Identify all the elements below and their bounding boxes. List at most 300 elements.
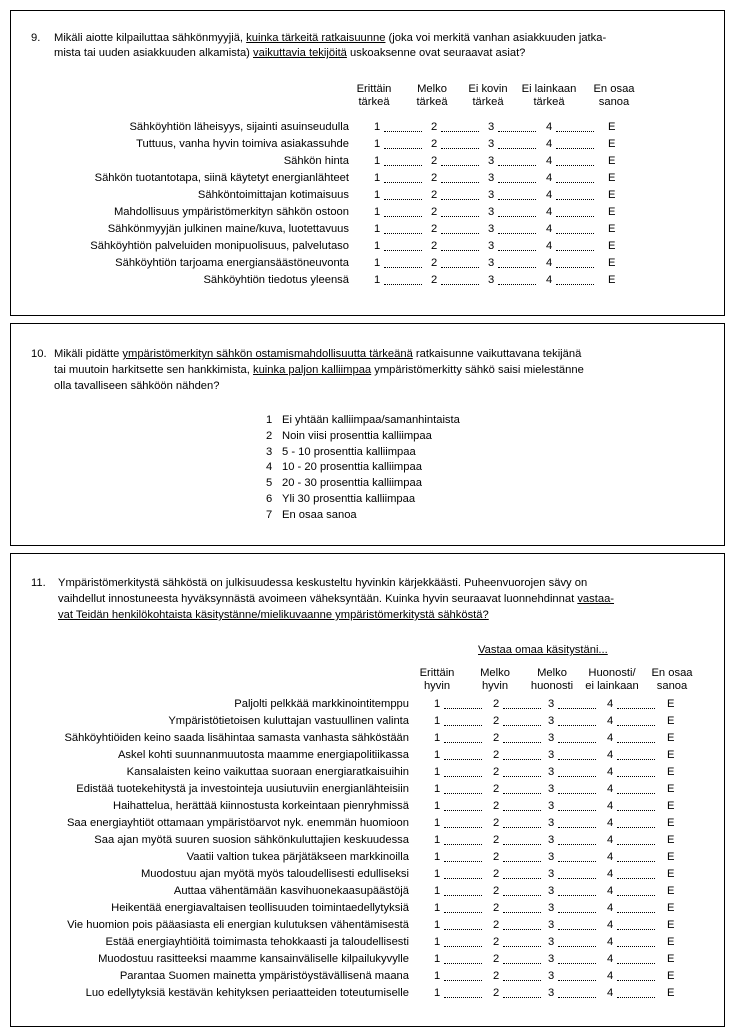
q11-code-0: 1 [434,698,441,710]
q11-code-3: 4 [607,970,614,982]
q11-leader-dots [558,867,596,879]
q9-text-line2: mista tai uuden asiakkuuden alkamista) vaikuttavia tekijöitä uskoaksenne ovat seuraavat asiat? [54,47,526,59]
q11-code-0: 1 [434,868,441,880]
q11-code-e: E [667,817,675,829]
q11-leader-dots [617,884,655,896]
q11-code-e: E [667,783,675,795]
q11-leader-dots [558,714,596,726]
q10-option-code: 2 [266,429,273,442]
q9-leader-dots [384,273,422,285]
q11-text-line1: Ympäristömerkitystä sähköstä on julkisuudessa keskusteltu hyvinkin kärjekkäästi. Puheenvuorojen sävy on [58,577,588,589]
q11-code-3: 4 [607,800,614,812]
q11-code-1: 2 [493,919,500,931]
q11-leader-dots [503,816,541,828]
q11-leader-dots [503,935,541,947]
q11-leader-dots [558,697,596,709]
q11-group-header: Vastaa omaa käsitystäni... [478,644,608,656]
q11-code-0: 1 [434,919,441,931]
q9-code-1: 2 [431,257,438,269]
q11-code-1: 2 [493,953,500,965]
q11-leader-dots [617,714,655,726]
q11-header-3: Huonosti/ ei lainkaan [585,667,639,692]
q11-code-3: 4 [607,953,614,965]
q9-code-0: 1 [374,172,381,184]
q11-item-label: Haihattelua, herättää kiinnostusta korkeintaan pienryhmissä [112,800,409,812]
q11-leader-dots [617,850,655,862]
q11-leader-dots [617,799,655,811]
q11-code-0: 1 [434,885,441,897]
q11-code-2: 3 [548,953,555,965]
q9-item-label: Sähköyhtiön läheisyys, sijainti asuinseudulla [129,121,349,133]
q9-code-1: 2 [431,223,438,235]
q9-leader-dots [498,154,536,166]
q9-code-2: 3 [488,240,495,252]
q11-leader-dots [558,986,596,998]
q9-leader-dots [498,205,536,217]
q9-leader-dots [384,120,422,132]
q11-code-0: 1 [434,953,441,965]
q9-code-1: 2 [431,138,438,150]
q11-leader-dots [444,714,482,726]
q11-code-2: 3 [548,970,555,982]
q11-code-1: 2 [493,902,500,914]
q11-leader-dots [444,748,482,760]
q11-code-0: 1 [434,817,441,829]
q9-leader-dots [441,154,479,166]
q9-code-3: 4 [546,223,553,235]
q11-item-label: Saa ajan myötä suuren suosion sähkönkuluttajien keskuudessa [94,834,409,846]
q10-option-code: 5 [266,477,273,490]
q9-code-e: E [608,257,616,269]
q11-item-label: Askel kohti suunnanmuutosta maamme energiapolitiikassa [117,749,409,761]
q11-leader-dots [617,935,655,947]
q9-leader-dots [441,273,479,285]
q10-option-label: Ei yhtään kalliimpaa/samanhintaista [282,414,460,426]
q11-code-1: 2 [493,936,500,948]
q9-item-label: Sähkönmyyjän julkinen maine/kuva, luotettavuus [107,223,349,235]
q11-leader-dots [503,731,541,743]
q9-code-2: 3 [488,138,495,150]
q11-code-3: 4 [607,817,614,829]
q11-leader-dots [558,782,596,794]
q11-text-line3: vat Teidän henkilökohtaista käsitystänne/mielikuvaanne ympäristömerkitystä sähköstä? [58,609,489,621]
question-9-box [10,10,725,316]
q11-item-label: Kansalaisten keino vaikuttaa suoraan energiaratkaisuihin [126,766,409,778]
q11-code-3: 4 [607,919,614,931]
q10-option-label: En osaa sanoa [282,508,357,521]
q9-leader-dots [384,171,422,183]
q11-code-3: 4 [607,885,614,897]
q11-leader-dots [617,918,655,930]
q11-code-2: 3 [548,834,555,846]
q11-code-1: 2 [493,817,500,829]
q9-item-label: Mahdollisuus ympäristömerkityn sähkön ostoon [113,206,349,218]
q11-code-0: 1 [434,936,441,948]
q11-code-e: E [667,919,675,931]
question-10-box [10,323,725,546]
q9-code-e: E [608,223,616,235]
q9-code-e: E [608,138,616,150]
q9-code-2: 3 [488,257,495,269]
q11-leader-dots [444,901,482,913]
q11-code-e: E [667,953,675,965]
q9-header-2: Ei kovin tärkeä [468,83,508,108]
q11-leader-dots [558,731,596,743]
q11-leader-dots [617,748,655,760]
q9-leader-dots [498,273,536,285]
q9-code-3: 4 [546,155,553,167]
q11-code-2: 3 [548,749,555,761]
q11-item-label: Edistää tuotekehitystä ja investointeja uusiutuviin energianlähteisiin [76,783,409,795]
q9-leader-dots [556,239,594,251]
q9-code-1: 2 [431,240,438,252]
q9-code-1: 2 [431,121,438,133]
q9-code-3: 4 [546,138,553,150]
q11-leader-dots [444,969,482,981]
q11-code-3: 4 [607,783,614,795]
q9-leader-dots [441,239,479,251]
q11-leader-dots [558,799,596,811]
q9-code-0: 1 [374,138,381,150]
q11-leader-dots [617,867,655,879]
q11-code-e: E [667,800,675,812]
q11-code-3: 4 [607,766,614,778]
q9-leader-dots [441,120,479,132]
q11-leader-dots [617,697,655,709]
q11-leader-dots [617,833,655,845]
q11-item-label: Luo edellytyksiä kestävän kehityksen periaatteiden toteutumiselle [85,987,409,999]
q9-leader-dots [441,256,479,268]
q11-header-0: Erittäin hyvin [419,667,455,692]
q11-code-e: E [667,749,675,761]
q11-code-e: E [667,732,675,744]
q9-code-2: 3 [488,121,495,133]
q11-leader-dots [617,986,655,998]
q11-code-2: 3 [548,766,555,778]
q9-code-0: 1 [374,257,381,269]
q9-leader-dots [498,239,536,251]
q9-code-0: 1 [374,223,381,235]
q9-code-3: 4 [546,189,553,201]
q11-leader-dots [444,850,482,862]
q9-code-1: 2 [431,274,438,286]
q11-leader-dots [617,969,655,981]
q11-code-2: 3 [548,800,555,812]
q9-leader-dots [441,188,479,200]
q11-code-3: 4 [607,868,614,880]
q10-number: 10. [31,348,47,360]
q9-header-3: Ei lainkaan tärkeä [521,83,577,108]
q11-leader-dots [503,833,541,845]
q11-code-0: 1 [434,732,441,744]
q11-leader-dots [444,816,482,828]
q11-leader-dots [617,952,655,964]
q11-number: 11. [31,577,46,589]
q11-leader-dots [503,697,541,709]
q11-leader-dots [503,799,541,811]
q11-leader-dots [503,986,541,998]
q11-code-e: E [667,868,675,880]
q9-code-1: 2 [431,189,438,201]
q11-code-0: 1 [434,970,441,982]
q11-code-0: 1 [434,749,441,761]
q9-code-0: 1 [374,121,381,133]
q9-leader-dots [556,273,594,285]
q9-header-1: Melko tärkeä [416,83,448,108]
q9-code-2: 3 [488,223,495,235]
q11-code-3: 4 [607,698,614,710]
q9-item-label: Sähköyhtiön tarjoama energiansäästöneuvonta [115,257,349,269]
q11-leader-dots [444,867,482,879]
q11-item-label: Paljolti pelkkää markkinointitemppu [234,698,409,710]
q9-leader-dots [384,256,422,268]
q11-code-e: E [667,987,675,999]
q11-code-0: 1 [434,851,441,863]
q9-code-1: 2 [431,172,438,184]
q11-header-4: En osaa sanoa [651,667,693,692]
q9-leader-dots [384,205,422,217]
q11-code-2: 3 [548,885,555,897]
q9-code-1: 2 [431,155,438,167]
q11-leader-dots [503,867,541,879]
q10-option-code: 7 [266,508,273,521]
q11-leader-dots [444,765,482,777]
q11-item-label: Vie huomion pois pääasiasta eli energian kulutuksen vähentämisestä [67,919,409,931]
q11-code-1: 2 [493,868,500,880]
q9-leader-dots [556,120,594,132]
q11-code-3: 4 [607,749,614,761]
q11-leader-dots [503,901,541,913]
q9-code-3: 4 [546,257,553,269]
q11-code-1: 2 [493,834,500,846]
q9-code-2: 3 [488,172,495,184]
q11-leader-dots [617,731,655,743]
q11-code-1: 2 [493,749,500,761]
q9-leader-dots [556,137,594,149]
q11-item-label: Vaatii valtion tukea pärjätäkseen markkinoilla [186,851,409,863]
q9-code-e: E [608,206,616,218]
q11-code-2: 3 [548,732,555,744]
q9-leader-dots [498,188,536,200]
q11-code-2: 3 [548,868,555,880]
q11-leader-dots [558,935,596,947]
q11-leader-dots [558,969,596,981]
q9-leader-dots [498,171,536,183]
question-11-box [10,553,725,1027]
q11-code-3: 4 [607,732,614,744]
q10-option-code: 1 [266,414,273,426]
q11-item-label: Ympäristötietoisen kuluttajan vastuullinen valinta [168,715,409,727]
q11-leader-dots [444,799,482,811]
q9-leader-dots [441,171,479,183]
q11-code-2: 3 [548,987,555,999]
q9-leader-dots [556,256,594,268]
q9-header-0: Erittäin tärkeä [356,83,392,108]
q11-leader-dots [503,714,541,726]
q9-leader-dots [556,222,594,234]
q11-code-2: 3 [548,817,555,829]
q11-code-e: E [667,834,675,846]
q9-code-3: 4 [546,274,553,286]
q11-leader-dots [444,782,482,794]
q11-leader-dots [503,748,541,760]
q11-code-e: E [667,715,675,727]
q9-leader-dots [441,205,479,217]
q9-item-label: Sähkön hinta [283,155,349,167]
q11-code-1: 2 [493,732,500,744]
q10-option-label: 5 - 10 prosenttia kalliimpaa [282,445,416,458]
q11-leader-dots [558,884,596,896]
q11-code-2: 3 [548,698,555,710]
q9-leader-dots [498,256,536,268]
q9-number: 9. [31,32,41,44]
q11-code-1: 2 [493,885,500,897]
q10-option-label: Noin viisi prosenttia kalliimpaa [282,429,432,442]
q11-code-3: 4 [607,851,614,863]
q11-code-0: 1 [434,800,441,812]
q9-header-4: En osaa sanoa [593,83,635,108]
q11-leader-dots [444,952,482,964]
q9-leader-dots [498,137,536,149]
q11-code-0: 1 [434,902,441,914]
q11-item-label: Sähköyhtiöiden keino saada lisähintaa samasta vanhasta sähköstään [64,732,409,744]
q11-item-label: Muodostuu rasitteeksi maamme kansainväliselle kilpailukyvylle [98,953,409,965]
q10-text-line2: tai muutoin harkitsette sen hankkimista, kuinka paljon kalliimpaa ympäristömerkitty sähkö saisi mielestänne [54,364,584,376]
q11-leader-dots [444,918,482,930]
q9-text-line1: Mikäli aiotte kilpailuttaa sähkönmyyjiä, kuinka tärkeitä ratkaisuunne (joka voi merkitä vanhan asiakkuuden jatka- [54,32,607,44]
q11-code-3: 4 [607,834,614,846]
q9-item-label: Sähköyhtiön palveluiden monipuolisuus, palvelutaso [90,240,349,252]
q9-leader-dots [441,222,479,234]
q11-item-label: Parantaa Suomen mainetta ympäristöystävällisenä maana [119,970,409,982]
q11-code-1: 2 [493,851,500,863]
q9-leader-dots [384,154,422,166]
q11-code-3: 4 [607,987,614,999]
q9-code-e: E [608,240,616,252]
q11-leader-dots [617,816,655,828]
q9-code-2: 3 [488,155,495,167]
q10-option-label: Yli 30 prosenttia kalliimpaa [282,493,416,505]
q9-code-0: 1 [374,189,381,201]
q11-code-0: 1 [434,834,441,846]
q11-header-1: Melko hyvin [480,667,510,692]
q11-leader-dots [558,816,596,828]
q9-leader-dots [556,154,594,166]
q9-code-3: 4 [546,121,553,133]
q11-code-2: 3 [548,902,555,914]
q11-leader-dots [617,901,655,913]
q9-code-0: 1 [374,274,381,286]
q11-code-e: E [667,970,675,982]
q9-leader-dots [384,239,422,251]
q9-leader-dots [384,137,422,149]
q9-item-label: Sähköntoimittajan kotimaisuus [197,189,349,201]
q11-leader-dots [617,782,655,794]
q10-text-line1: Mikäli pidätte ympäristömerkityn sähkön ostamismahdollisuutta tärkeänä ratkaisunne vaikuttavana tekijänä [54,348,582,360]
q11-leader-dots [503,884,541,896]
q11-code-0: 1 [434,987,441,999]
q9-code-e: E [608,189,616,201]
q9-code-2: 3 [488,189,495,201]
q11-code-3: 4 [607,902,614,914]
q11-code-2: 3 [548,783,555,795]
q9-item-label: Sähkön tuotantotapa, siinä käytetyt energianlähteet [94,172,349,184]
q11-code-2: 3 [548,936,555,948]
q11-item-label: Heikentää energiavaltaisen teollisuuden toimintaedellytyksiä [111,902,409,914]
q11-leader-dots [558,901,596,913]
q11-code-3: 4 [607,715,614,727]
q11-leader-dots [558,748,596,760]
q9-code-e: E [608,274,616,286]
q11-code-1: 2 [493,800,500,812]
q11-header-2: Melko huonosti [530,667,574,692]
q11-code-3: 4 [607,936,614,948]
q9-leader-dots [384,222,422,234]
q11-leader-dots [558,918,596,930]
q9-code-e: E [608,155,616,167]
q11-code-1: 2 [493,970,500,982]
q10-option-label: 10 - 20 prosenttia kalliimpaa [282,461,422,474]
q9-item-label: Sähköyhtiön tiedotus yleensä [203,274,349,286]
q9-leader-dots [498,120,536,132]
q9-code-e: E [608,121,616,133]
q9-code-1: 2 [431,206,438,218]
q11-code-0: 1 [434,715,441,727]
q10-option-code: 3 [266,445,273,458]
q11-leader-dots [503,765,541,777]
q11-code-e: E [667,698,675,710]
q11-code-1: 2 [493,783,500,795]
q11-code-1: 2 [493,766,500,778]
q11-item-label: Auttaa vähentämään kasvihuonekaasupäästöjä [173,885,409,897]
q11-leader-dots [444,731,482,743]
q11-code-2: 3 [548,851,555,863]
q11-leader-dots [558,952,596,964]
q11-item-label: Muodostuu ajan myötä myös taloudellisesti edulliseksi [140,868,409,880]
q11-leader-dots [444,833,482,845]
q9-code-3: 4 [546,240,553,252]
q11-leader-dots [503,782,541,794]
q9-code-0: 1 [374,206,381,218]
q9-item-label: Tuttuus, vanha hyvin toimiva asiakassuhde [136,138,349,150]
q11-leader-dots [503,918,541,930]
q9-leader-dots [384,188,422,200]
q9-code-2: 3 [488,206,495,218]
q11-leader-dots [503,969,541,981]
q9-code-2: 3 [488,274,495,286]
q11-leader-dots [444,697,482,709]
q11-leader-dots [558,833,596,845]
q11-item-label: Saa energiayhtiöt ottamaan ympäristöarvot nyk. enemmän huomioon [66,817,409,829]
q11-leader-dots [444,986,482,998]
q11-leader-dots [558,765,596,777]
q11-code-e: E [667,902,675,914]
q11-leader-dots [503,952,541,964]
q9-leader-dots [556,205,594,217]
q11-code-0: 1 [434,783,441,795]
q11-code-e: E [667,885,675,897]
q11-leader-dots [617,765,655,777]
q11-code-2: 3 [548,715,555,727]
q11-leader-dots [444,935,482,947]
q11-code-e: E [667,766,675,778]
q11-item-label: Estää energiayhtiöitä toimimasta tehokkaasti ja taloudellisesti [105,936,409,948]
q11-code-1: 2 [493,698,500,710]
q9-code-3: 4 [546,206,553,218]
q9-code-3: 4 [546,172,553,184]
q11-code-2: 3 [548,919,555,931]
q11-leader-dots [503,850,541,862]
